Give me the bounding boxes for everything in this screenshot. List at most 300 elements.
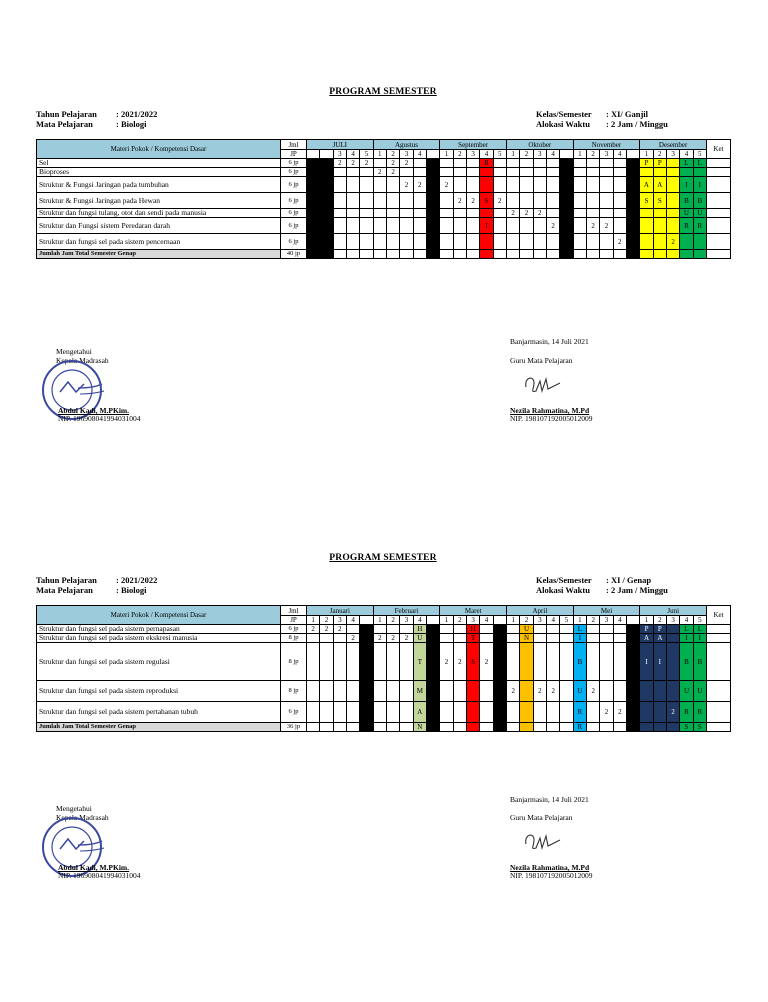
week-cell [627,681,640,702]
week-header: 2 [453,150,466,159]
total-jp: 40 jp [281,250,307,259]
week-header: 4 [680,150,693,159]
week-cell [493,702,506,723]
week-cell: 2 [333,159,346,168]
kepala-label: Kepala Madrasah [56,356,109,365]
guru-label: Guru Mata Pelajaran [510,356,573,365]
week-cell [600,681,613,702]
week-cell: 2 [360,159,373,168]
week-header: 5 [493,150,506,159]
week-cell: 2 [533,681,546,702]
total-week-cell [493,723,506,732]
week-cell [440,702,453,723]
materi-cell: Struktur dan fungsi tulang, otot dan sendi pada manusia [37,209,281,218]
week-cell: 2 [373,168,386,177]
kelas-value: : XI/ Ganjil [606,109,649,119]
week-cell [453,681,466,702]
week-header: 2 [386,150,399,159]
week-cell [333,702,346,723]
week-header: 1 [640,616,653,625]
col-materi-header: Materi Pokok / Kompetensi Dasar [37,140,281,159]
week-header: 1 [373,616,386,625]
week-cell: R [680,218,693,234]
week-cell [480,625,493,634]
col-jp-header: JP [281,150,307,159]
week-cell [493,634,506,643]
mapel-value: : Biologi [116,119,147,129]
week-cell [467,702,480,723]
total-week-cell: S [680,723,693,732]
jp-cell: 6 jp [281,234,307,250]
total-week-cell [520,723,533,732]
ket-cell [707,702,731,723]
month-header: Mei [573,606,640,616]
week-cell [507,625,520,634]
total-week-cell [480,723,493,732]
week-cell: A [413,702,426,723]
total-week-cell [667,723,680,732]
week-cell [400,643,413,681]
jp-cell: 6 jp [281,168,307,177]
week-cell: I [693,634,706,643]
week-cell: B [680,643,693,681]
week-cell: U [693,681,706,702]
week-cell [307,643,320,681]
week-cell [587,643,600,681]
col-jml-header: Jml [281,606,307,616]
jp-cell: 6 jp [281,193,307,209]
week-cell [427,681,440,702]
week-cell: U [680,681,693,702]
week-header: 1 [307,616,320,625]
week-cell [493,681,506,702]
mengetahui-label-2: Mengetahui [56,804,92,813]
week-cell [627,634,640,643]
week-cell [600,625,613,634]
week-header: 1 [573,150,586,159]
alokasi-value: : 2 Jam / Minggu [606,119,668,129]
week-header: 4 [413,150,426,159]
week-cell: 2 [440,177,453,193]
week-cell: 2 [453,193,466,209]
week-header: 2 [387,616,400,625]
col-jp-header: JP [281,616,307,625]
kelas-value-2: : XI / Genap [606,575,652,585]
week-cell [320,643,333,681]
week-cell: H [413,625,426,634]
kelas-label-2: Kelas/Semester [536,575,592,585]
week-header: 5 [693,150,706,159]
week-cell: 2 [586,218,599,234]
week-cell [560,643,573,681]
total-label: Jumlah Jam Total Semester Genap [37,723,281,732]
week-cell: A [653,177,666,193]
week-header: 3 [466,150,479,159]
week-cell: P [640,159,653,168]
week-cell [387,702,400,723]
page-title-2: PROGRAM SEMESTER [329,553,437,563]
week-cell: 2 [373,634,386,643]
kepala-label-2: Kepala Madrasah [56,813,109,822]
week-header: 3 [467,616,480,625]
week-header: 1 [373,150,386,159]
week-cell [400,702,413,723]
week-cell [346,625,359,634]
alokasi-value-2: : 2 Jam / Minggu [606,585,668,595]
week-cell [627,702,640,723]
week-cell: I [653,643,666,681]
jp-cell: 6 jp [281,209,307,218]
week-cell [587,702,600,723]
month-header: Agustus [373,140,440,150]
week-header: 4 [613,150,626,159]
week-cell [360,643,373,681]
guru-nip-2: NIP. 198107192005012009 [510,871,593,880]
total-week-cell [400,723,413,732]
materi-cell: Struktur dan fungsi sel pada sistem pernapasan [37,625,281,634]
week-cell: 2 [386,159,399,168]
week-header: 3 [667,616,680,625]
total-label: Jumlah Jam Total Semester Genap [37,250,281,259]
week-header: 5 [427,616,440,625]
week-cell [320,681,333,702]
total-week-cell: S [693,723,706,732]
week-header: 4 [413,616,426,625]
week-cell [427,625,440,634]
week-header: 4 [546,150,559,159]
week-cell: A [640,177,653,193]
week-cell: I [640,643,653,681]
week-header: 5 [360,616,373,625]
week-cell [640,681,653,702]
week-cell [333,643,346,681]
materi-cell: Struktur dan fungsi sel pada sistem pencernaan [37,234,281,250]
month-header: November [573,140,640,150]
program-semester-genap [36,0,730,1002]
week-cell: T [467,634,480,643]
week-cell [360,625,373,634]
week-cell: R [693,218,706,234]
week-header: 1 [506,150,519,159]
week-header: 2 [320,150,333,159]
week-cell [613,681,626,702]
week-cell: I [573,634,586,643]
week-cell [547,643,560,681]
week-cell [440,625,453,634]
week-cell [453,634,466,643]
total-week-cell [533,723,546,732]
jp-cell: 6 jp [281,218,307,234]
total-week-cell [467,723,480,732]
week-cell: 2 [520,209,533,218]
week-cell [520,643,533,681]
total-week-cell [560,723,573,732]
week-cell [587,634,600,643]
week-cell [640,702,653,723]
week-header: 5 [693,616,706,625]
kelas-label: Kelas/Semester [536,109,592,119]
week-cell: 2 [453,643,466,681]
week-cell: R [480,159,493,168]
total-week-cell [453,723,466,732]
week-header: 2 [520,150,533,159]
week-cell [387,681,400,702]
week-cell [600,634,613,643]
month-header: April [507,606,574,616]
total-week-cell [653,723,666,732]
meta-right-2 [536,575,668,595]
week-cell: 2 [400,159,413,168]
week-cell [560,681,573,702]
week-cell: U [573,681,586,702]
week-cell: 2 [667,702,680,723]
week-cell [547,702,560,723]
week-cell: M [413,681,426,702]
week-cell: U [520,625,533,634]
week-cell: 2 [320,625,333,634]
week-cell: 2 [400,177,413,193]
total-week-cell [346,723,359,732]
week-cell [613,625,626,634]
week-cell [480,634,493,643]
week-cell [360,702,373,723]
week-cell [560,634,573,643]
week-header: 1 [440,150,453,159]
week-header: 5 [493,616,506,625]
week-header: 4 [346,616,359,625]
week-cell [667,643,680,681]
total-week-cell [320,723,333,732]
week-cell [520,681,533,702]
week-cell [387,643,400,681]
week-cell [427,702,440,723]
week-cell: 2 [493,193,506,209]
week-header: 3 [533,616,546,625]
week-cell [346,643,359,681]
total-week-cell [307,723,320,732]
guru-nip: NIP. 198107192005012009 [510,414,593,423]
week-cell [533,625,546,634]
week-cell: R [680,702,693,723]
week-cell [533,634,546,643]
week-cell: I [693,177,706,193]
week-cell [440,681,453,702]
week-cell: 2 [307,625,320,634]
week-cell [613,643,626,681]
col-ket-header: Ket [707,606,731,625]
week-cell [627,643,640,681]
total-week-cell [440,723,453,732]
week-header: 3 [400,616,413,625]
meta-left-2 [36,575,157,595]
week-cell [360,681,373,702]
week-cell: 2 [466,193,479,209]
week-cell [520,702,533,723]
jp-cell: 6 jp [281,177,307,193]
week-cell: U [413,634,426,643]
total-week-cell [360,723,373,732]
week-cell: 2 [346,634,359,643]
kepala-name-2: Abdul Kadi, M.PKim. [58,863,130,872]
week-cell [667,681,680,702]
month-header: Maret [440,606,507,616]
mapel-label-2: Mata Pelajaran [36,585,93,595]
week-header: 2 [453,616,466,625]
total-week-cell [640,723,653,732]
total-ket-cell [707,723,731,732]
week-cell: S [467,643,480,681]
week-cell: R [573,702,586,723]
week-cell: I [680,634,693,643]
week-cell [547,625,560,634]
total-week-cell [587,723,600,732]
week-cell [333,634,346,643]
week-header: 5 [626,150,639,159]
week-cell: B [680,193,693,209]
week-cell [440,634,453,643]
ket-cell [707,643,731,681]
tahun-value-2: : 2021/2022 [116,575,158,585]
month-header: Juni [640,606,707,616]
week-cell: 2 [587,681,600,702]
total-week-cell [547,723,560,732]
week-cell [507,643,520,681]
week-cell [600,643,613,681]
ket-cell [707,634,731,643]
week-header: 5 [360,150,373,159]
week-header: 4 [547,616,560,625]
week-cell [533,643,546,681]
week-cell: 2 [346,159,359,168]
week-cell: I [480,218,493,234]
jp-cell: 8 jp [281,681,307,702]
week-header: 1 [307,150,320,159]
week-cell [333,681,346,702]
week-header: 5 [560,150,573,159]
week-header: 4 [480,150,493,159]
teacher-signature-icon-2 [522,828,562,854]
week-cell [653,681,666,702]
week-cell [667,625,680,634]
week-header: 3 [666,150,679,159]
week-header: 2 [653,150,666,159]
week-cell: P [640,625,653,634]
week-cell [373,702,386,723]
week-cell: B [693,193,706,209]
page-title: PROGRAM SEMESTER [329,87,437,97]
week-cell: 2 [400,634,413,643]
week-cell [467,681,480,702]
week-cell: I [680,177,693,193]
total-week-cell [613,723,626,732]
week-cell: 2 [626,234,639,250]
total-week-cell: N [413,723,426,732]
col-ket-header: Ket [706,140,730,159]
week-cell [360,634,373,643]
week-cell [560,702,573,723]
week-header: 2 [520,616,533,625]
week-header: 5 [426,150,439,159]
col-materi-header: Materi Pokok / Kompetensi Dasar [37,606,281,625]
week-cell: 2 [547,681,560,702]
week-cell: S [480,193,493,209]
week-cell: 2 [506,209,519,218]
week-cell: 2 [440,643,453,681]
week-cell: L [680,159,693,168]
materi-cell: Sel [37,159,281,168]
mapel-value-2: : Biologi [116,585,147,595]
week-cell: 2 [386,168,399,177]
materi-cell: Bioproses [37,168,281,177]
ket-cell [707,681,731,702]
week-header: 1 [573,616,586,625]
total-week-cell: R [573,723,586,732]
week-cell [613,634,626,643]
week-cell [427,643,440,681]
week-cell: 2 [493,643,506,681]
week-header: 3 [333,616,346,625]
week-cell [587,625,600,634]
mengetahui-label: Mengetahui [56,347,92,356]
week-header: 3 [400,150,413,159]
week-header: 4 [680,616,693,625]
week-cell: S [653,193,666,209]
week-header: 4 [480,616,493,625]
alokasi-label: Alokasi Waktu [536,119,590,129]
week-header: 3 [600,150,613,159]
week-cell [320,702,333,723]
kepala-nip-2: NIP. 196908041994031004 [58,871,141,880]
week-header: 3 [333,150,346,159]
materi-cell: Struktur dan Fungsi sistem Peredaran darah [37,218,281,234]
week-cell [373,643,386,681]
mapel-label: Mata Pelajaran [36,119,93,129]
week-cell: 2 [533,209,546,218]
week-cell [653,702,666,723]
week-cell: U [693,209,706,218]
month-header: September [440,140,507,150]
week-cell [627,625,640,634]
jp-cell: 6 jp [281,625,307,634]
week-cell [346,702,359,723]
week-cell [560,625,573,634]
total-week-cell [600,723,613,732]
week-header: 5 [560,616,573,625]
materi-cell: Struktur dan fungsi sel pada sistem regulasi [37,643,281,681]
jp-cell: 8 jp [281,634,307,643]
week-cell: A [653,634,666,643]
week-cell: 2 [600,702,613,723]
tahun-label-2: Tahun Pelajaran [36,575,97,585]
week-cell [453,625,466,634]
week-cell [507,634,520,643]
month-header: Januari [307,606,374,616]
col-jml-header: Jml [281,140,307,150]
tahun-label: Tahun Pelajaran [36,109,97,119]
guru-label-2: Guru Mata Pelajaran [510,813,573,822]
alokasi-label-2: Alokasi Waktu [536,585,590,595]
week-cell [307,634,320,643]
week-cell: H [467,625,480,634]
week-cell: 2 [507,681,520,702]
week-cell: 2 [546,218,559,234]
kepala-name: Abdul Kadi, M.PKim. [58,406,130,415]
ket-cell [707,625,731,634]
week-cell [400,625,413,634]
materi-cell: Struktur & Fungsi Jaringan pada tumbuhan [37,177,281,193]
week-cell: B [693,643,706,681]
week-cell [547,634,560,643]
